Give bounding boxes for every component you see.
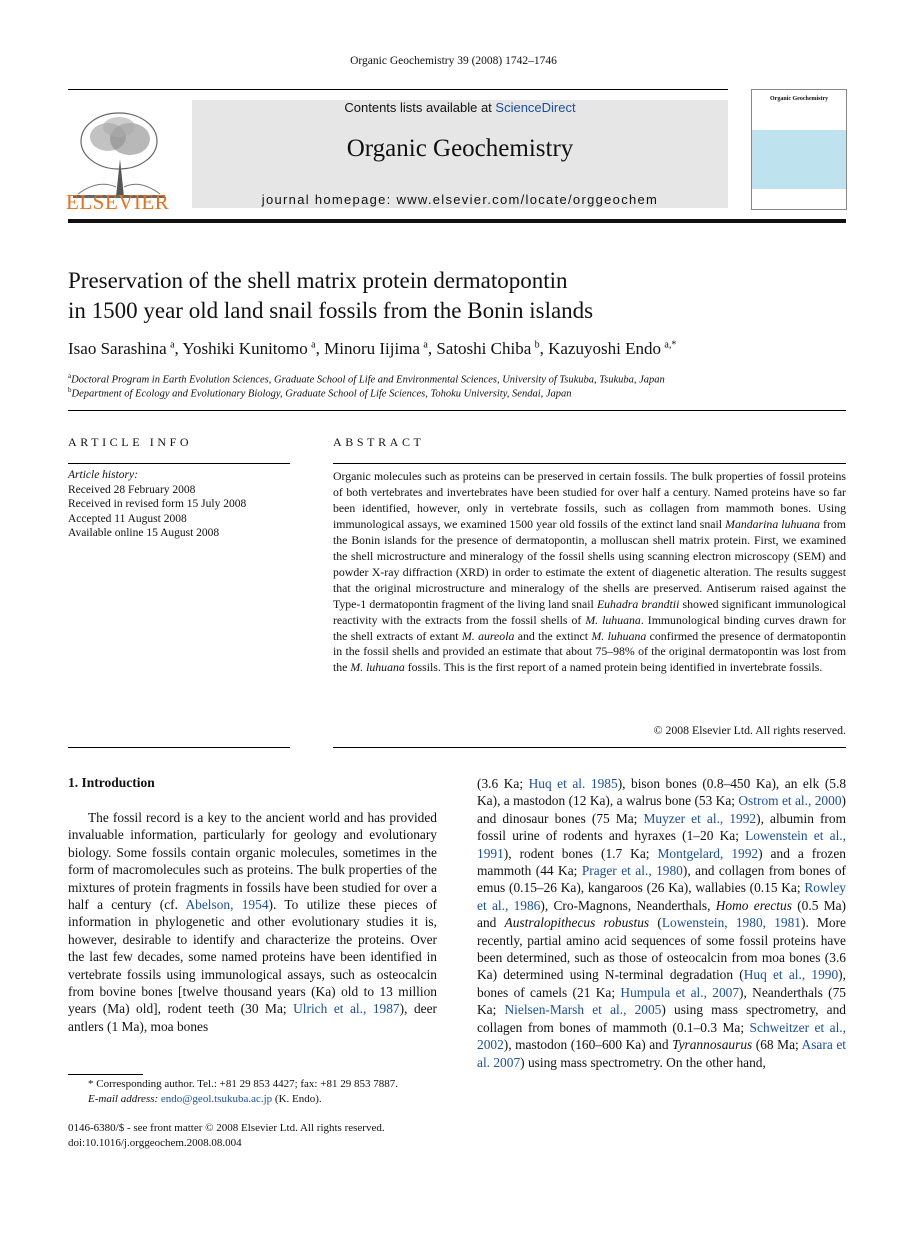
title-line-1: Preservation of the shell matrix protein dermatopontin [68,268,568,293]
affiliation-mark: b [68,386,72,394]
corresponding-author-footnote [68,1077,437,1106]
introduction-left-column: The fossil record is a key to the ancient world and has provided invaluable information, particularly for geology and evolutionary biology. Some fossils contain organic molecules, sometimes in the form of macromolecules such as proteins. The bulk properties of the mixtures of protein fragments in fossils have been studied for over a half a century (cf. Abelson, 1954). To utilize these pieces of information in phylogenetic and other evolutionary studies it is, however, desirable to identify and characterize the proteins. Over the last few decades, some named proteins have been identified in vertebrate fossils using immunological assays, such as osteocalcin from bovine bones [twelve thousand years (Ka) old to 13 million years (Ma) old], rodent teeth (30 Ma; Ulrich et al., 1987), deer antlers (1 Ma), moa bones [68,810,437,1034]
author-affil-mark: a [423,339,428,351]
contents-prefix: Contents lists available at [344,100,496,115]
elsevier-wordmark: ELSEVIER [66,190,170,214]
history-online: Available online 15 August 2008 [68,527,220,539]
corresponding-author-note: * Corresponding author. Tel.: +81 29 853 4427; fax: +81 29 853 7887. [88,1078,398,1090]
affiliation-rule [68,410,846,411]
homepage-prefix: journal homepage: [261,192,397,207]
abstract-copyright: © 2008 Elsevier Ltd. All rights reserved. [653,723,846,737]
author-affil-mark: a [311,339,316,351]
author-name: Satoshi Chiba [436,339,532,358]
article-title [68,266,828,326]
citation-link[interactable]: Asara et al. 2007 [477,1037,846,1070]
issn-line: 0146-6380/$ - see front matter © 2008 Elsevier Ltd. All rights reserved. [68,1122,385,1134]
citation-link[interactable]: Muyzer et al., 1992 [643,810,757,826]
citation-link[interactable]: Prager et al., 1980 [581,863,683,879]
abstract-heading: ABSTRACT [333,435,425,449]
citation-link[interactable]: Montgelard, 1992 [657,845,759,861]
abstract-body: Organic molecules such as proteins can be preserved in certain fossils. The bulk properties of fossil proteins of both vertebrates and invertebrates have been studied for over half a century. Named proteins have so far been identified, however, only in vertebrate fossils, such as collagen from mammoth bones. Using immunological assays, we examined 1500 year old fossils of the extinct land snail Mandarina luhuana from the Bonin islands for the presence of dermatopontin, a molluscan shell matrix protein. First, we examined the shell microstructure and mineralogy of the fossil shells using scanning electron microscopy (SEM) and powder X-ray diffraction (XRD) in order to estimate the extent of diagenetic alteration. The results suggest that the original microstructure and mineralogy of the shells are preserved. Antiserum raised against the Type-1 dermatopontin fragment of the living land snail Euhadra brandtii showed significant immunological reactivity with the extracts from the fossil shells of M. luhuana. Immunological binding curves drawn for the shell extracts of extant M. aureola and the extinct M. luhuana confirmed the presence of dermatopontin in the fossil shells and provided an estimate that about 75–98% of the original dermatopontin was lost from the M. luhuana fossils. This is the first report of a named protein being identified in invertebrate fossils. [333,469,846,675]
history-revised: Received in revised form 15 July 2008 [68,498,247,510]
header-thick-rule [68,219,846,223]
citation-link[interactable]: Humpula et al., 2007 [620,984,740,1000]
affiliation-text: Doctoral Program in Earth Evolution Sciences, Graduate School of Life and Environmental Sciences, University of Tsukuba, Tsukuba, Japan [71,374,665,386]
journal-cover-thumbnail [751,89,847,210]
citation-link[interactable]: Schweitzer et al., 2002 [477,1019,846,1053]
affiliation-a [68,372,848,386]
history-accepted: Accepted 11 August 2008 [68,512,187,525]
citation-link[interactable]: Lowenstein, 1980, 1981 [661,915,801,931]
author-name: Minoru Iijima [324,339,420,358]
affiliation-mark: a [68,372,72,380]
citation-link[interactable]: Huq et al. 1985 [528,776,618,791]
history-label: Article history: [68,469,138,481]
introduction-heading: 1. Introduction [68,775,155,790]
sciencedirect-link[interactable]: ScienceDirect [495,100,576,115]
author-affil-mark: b [534,339,540,351]
front-matter-info [68,1121,488,1150]
citation-link[interactable]: Ostrom et al., 2000 [738,793,842,809]
cover-title: Organic Geochemistry [770,96,829,102]
article-history [68,468,290,541]
citation-link[interactable]: Huq et al., 1990 [743,967,839,983]
citation-link[interactable]: Rowley et al., 1986 [477,880,846,913]
title-line-2: in 1500 year old land snail fossils from the Bonin islands [68,298,594,323]
homepage-url[interactable]: www.elsevier.com/locate/orggeochem [396,192,659,207]
author-name: Yoshiki Kunitomo [182,339,308,358]
article-info-bottom-rule [68,747,290,748]
email-suffix: (K. Endo). [272,1092,322,1105]
article-info-rule [68,463,290,464]
author-email-link[interactable]: endo@geol.tsukuba.ac.jp [160,1092,273,1105]
contents-line [192,100,728,115]
doi-line[interactable]: doi:10.1016/j.orggeochem.2008.08.004 [68,1136,242,1149]
journal-homepage [192,192,728,207]
author-name: Kazuyoshi Endo [548,339,661,358]
author-affil-mark: a [170,339,175,351]
citation-link[interactable]: Ulrich et al., 1987 [293,1001,400,1017]
citation-link[interactable]: Nielsen-Marsh et al., 2005 [504,1002,662,1018]
journal-citation: Organic Geochemistry 39 (2008) 1742–1746 [350,55,557,67]
masthead-rule [68,89,728,90]
abstract-bottom-rule [333,747,846,748]
affiliation-text: Department of Ecology and Evolutionary Biology, Graduate School of Life Sciences, Tohoku University, Sendai, Japan [71,388,572,400]
author-affil-mark[interactable]: a,* [664,339,677,351]
journal-name: Organic Geochemistry [346,135,574,162]
citation-link[interactable]: Lowenstein et al., 1991 [477,828,846,861]
affiliation-b [68,386,848,400]
email-label: E-mail address: [88,1092,161,1105]
author-name: Isao Sarashina [68,339,167,358]
history-received: Received 28 February 2008 [68,483,196,496]
article-info-heading: ARTICLE INFO [68,435,193,449]
citation-link[interactable]: Abelson, 1954 [185,897,269,913]
footnote-rule [68,1074,143,1075]
author-list: Isao Sarashina $^a$, Yoshiki Kunitomo $^a$, Minoru Iijima $^a$, Satoshi Chiba $^b$, Kazuyoshi Endo $^{a,*}$ [68,339,677,358]
abstract-rule [333,463,846,464]
introduction-right-column: (3.6 Ka; Huq et al. 1985), bison bones (0.8–450 Ka), an elk (5.8 Ka), a mastodon (12 Ka), a walrus bone (53 Ka; Ostrom et al., 2000) and dinosaur bones (75 Ma; Muyzer et al., 1992), albumin from fossil urine of rodents and hyraxes (1–20 Ka; Lowenstein et al., 1991), rodent bones (1.7 Ka; Montgelard, 1992) and a frozen mammoth (44 Ka; Prager et al., 1980), and collagen from bones of emus (0.15–26 Ka), kangaroos (26 Ka), wallabies (0.15 Ka; Rowley et al., 1986), Cro-Magnons, Neanderthals, Homo erectus (0.5 Ma) and Australopithecus robustus (Lowenstein, 1980, 1981). More recently, partial amino acid sequences of some fossil proteins have been determined, such as those of osteocalcin from moa bones (3.6 Ka) determined using N-terminal degradation (Huq et al., 1990), bones of camels (21 Ka; Humpula et al., 2007), Neanderthals (75 Ka; Nielsen-Marsh et al., 2005) using mass spectrometry, and collagen from bones of mammoth (0.1–0.3 Ma; Schweitzer et al., 2002), mastodon (160–600 Ka) and Tyrannosaurus (68 Ma; Asara et al. 2007) using mass spectrometry. On the other hand, [477,776,847,1070]
